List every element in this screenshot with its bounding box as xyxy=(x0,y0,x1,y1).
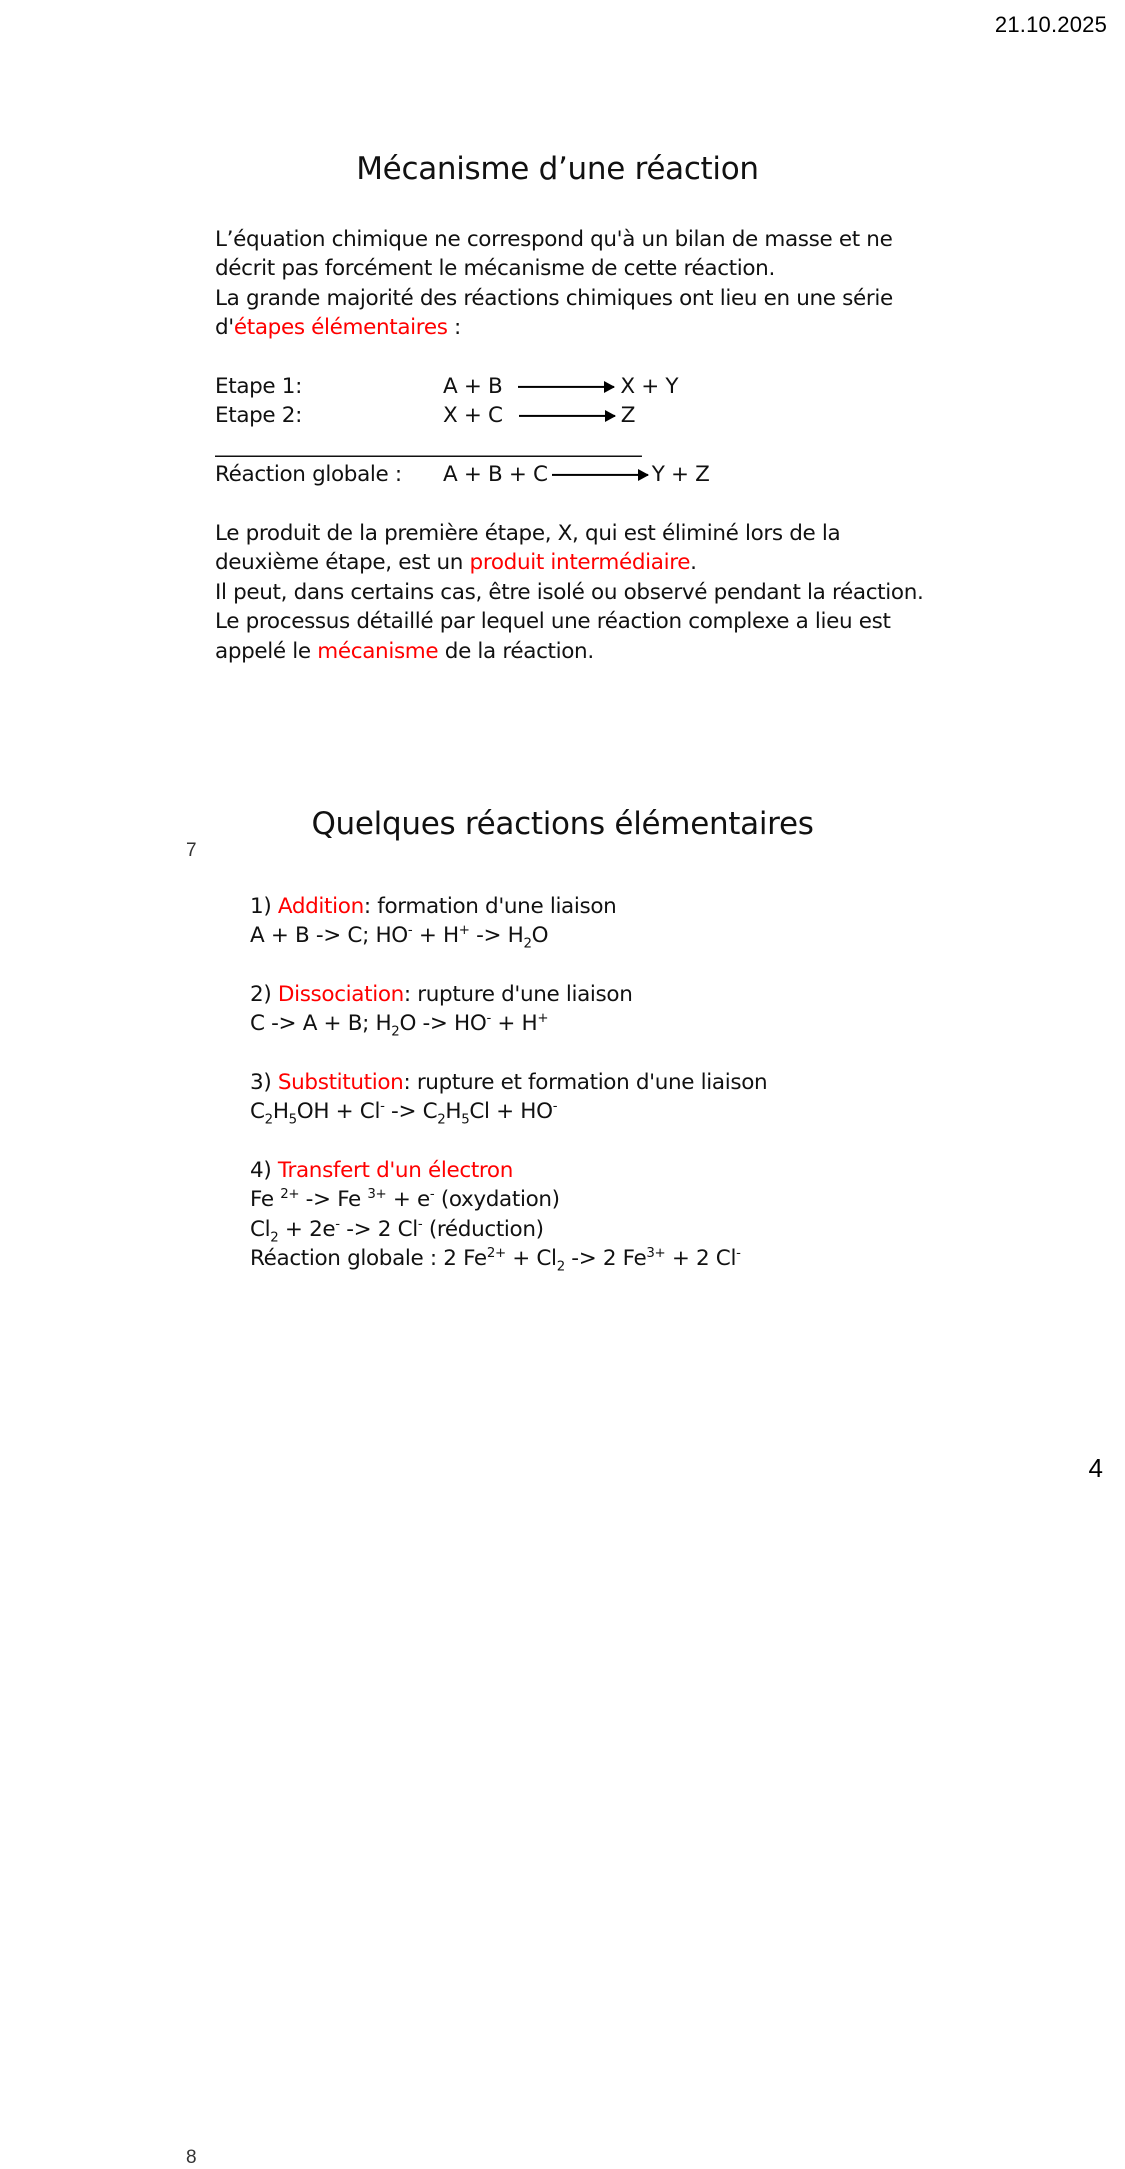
conclusion-line-2 xyxy=(215,548,975,578)
conclusion-line-1: Le produit de la première étape, X, qui est éliminé lors de la xyxy=(215,520,841,546)
slide-7-body xyxy=(215,225,975,667)
intro-line-2: décrit pas forcément le mécanisme de cette réaction. xyxy=(215,256,775,282)
intro-line-4 xyxy=(215,313,975,343)
spacer xyxy=(215,343,975,372)
conclusion-line-4: Le processus détaillé par lequel une réaction complexe a lieu est xyxy=(215,609,891,635)
reaction-step-row xyxy=(215,401,975,431)
item-3-name: Substitution xyxy=(277,1069,404,1095)
reaction-type-heading xyxy=(250,1156,1010,1186)
conclusion-line-5-suffix: de la réaction. xyxy=(438,638,594,664)
slide-8-body xyxy=(250,892,1010,1274)
overall-products: Y + Z xyxy=(651,462,710,488)
right-arrow-icon xyxy=(552,468,648,482)
conclusion-line-5 xyxy=(215,637,975,667)
step-1-reactants: A + B xyxy=(443,373,503,399)
step-1-equation xyxy=(443,372,678,402)
item-2-name: Dissociation xyxy=(277,981,404,1007)
highlight-etapes-elementaires: étapes élémentaires xyxy=(233,315,448,341)
reaction-type-heading xyxy=(250,980,1010,1010)
step-1-products: X + Y xyxy=(620,373,679,399)
spacer xyxy=(250,1127,1010,1156)
reaction-type-heading xyxy=(250,1068,1010,1098)
highlight-produit-intermediaire: produit intermédiaire xyxy=(469,550,691,576)
item-3-index: 3) xyxy=(250,1069,278,1095)
intro-line-3: La grande majorité des réactions chimiques ont lieu en une série xyxy=(215,285,893,311)
intro-line-4-suffix: : xyxy=(447,315,461,341)
steps-separator-rule: _________________________________________ xyxy=(215,432,642,458)
step-2-label: Etape 2: xyxy=(215,403,303,429)
page-title-slide-8: Quelques réactions élémentaires xyxy=(311,805,814,842)
item-2-description: : rupture d'une liaison xyxy=(403,981,633,1007)
overall-reactants: A + B + C xyxy=(443,462,548,488)
item-1-name: Addition xyxy=(277,893,364,919)
item-1-description: : formation d'une liaison xyxy=(363,893,617,919)
overall-reaction-label: Réaction globale : xyxy=(215,462,402,488)
step-2-products: Z xyxy=(620,403,636,429)
conclusion-line-3: Il peut, dans certains cas, être isolé ou observé pendant la réaction. xyxy=(215,579,924,605)
page-title-slide-7: Mécanisme d’une réaction xyxy=(356,150,759,187)
step-1-label: Etape 1: xyxy=(215,373,303,399)
spacer xyxy=(250,1039,1010,1068)
intro-line-4-prefix: d' xyxy=(215,315,234,341)
item-2-index: 2) xyxy=(250,981,278,1007)
item-4-equation: Fe $^{2+}$ -> Fe $^{3+}$ + e- (oxydation) $Cl_2 + 2e^- -> 2$ Cl- (réduction) Réaction globale : 2 $Fe^{2+} + Cl_2 -> 2$ $Fe^{3+} + 2$ Cl- xyxy=(250,1187,741,1275)
step-2-reactants: X + C xyxy=(443,403,503,429)
document-date: 21.10.2025 xyxy=(994,12,1107,37)
spacer xyxy=(250,951,1010,980)
item-4-name: Transfert d'un électron xyxy=(277,1157,513,1183)
right-arrow-icon xyxy=(518,380,614,394)
reaction-type-heading xyxy=(250,892,1010,922)
item-1-equation: A + B -> C; $HO^- + H^+ -> H_2O$ xyxy=(250,923,549,952)
slide-reactions-elementaires xyxy=(0,785,1125,2168)
document-page-number: 4 xyxy=(1088,1453,1103,1483)
intro-line-1: L’équation chimique ne correspond qu'à un bilan de masse et ne xyxy=(215,226,893,252)
slide-number-7: 7 xyxy=(186,840,197,861)
reaction-step-row xyxy=(215,372,975,402)
overall-reaction-equation xyxy=(443,460,709,490)
step-2-equation xyxy=(443,401,635,431)
right-arrow-icon xyxy=(519,409,615,423)
conclusion-line-2-suffix: . xyxy=(690,550,697,576)
item-2-equation: C -> A + B; $H_2O -> HO^- + H^+$ xyxy=(250,1011,549,1040)
conclusion-line-5-prefix: appelé le xyxy=(215,638,318,664)
spacer xyxy=(215,490,975,519)
item-4-index: 4) xyxy=(250,1157,278,1183)
reaction-steps xyxy=(215,372,975,490)
overall-reaction-row xyxy=(215,460,975,490)
highlight-mecanisme: mécanisme xyxy=(317,638,439,664)
item-3-equation: $C_2H_5OH + Cl^- -> C_2H_5Cl + HO^-$ xyxy=(250,1099,558,1128)
item-3-description: : rupture et formation d'une liaison xyxy=(403,1069,768,1095)
conclusion-line-2-prefix: deuxième étape, est un xyxy=(215,550,470,576)
slide-number-8: 8 xyxy=(186,2147,197,2168)
item-1-index: 1) xyxy=(250,893,278,919)
